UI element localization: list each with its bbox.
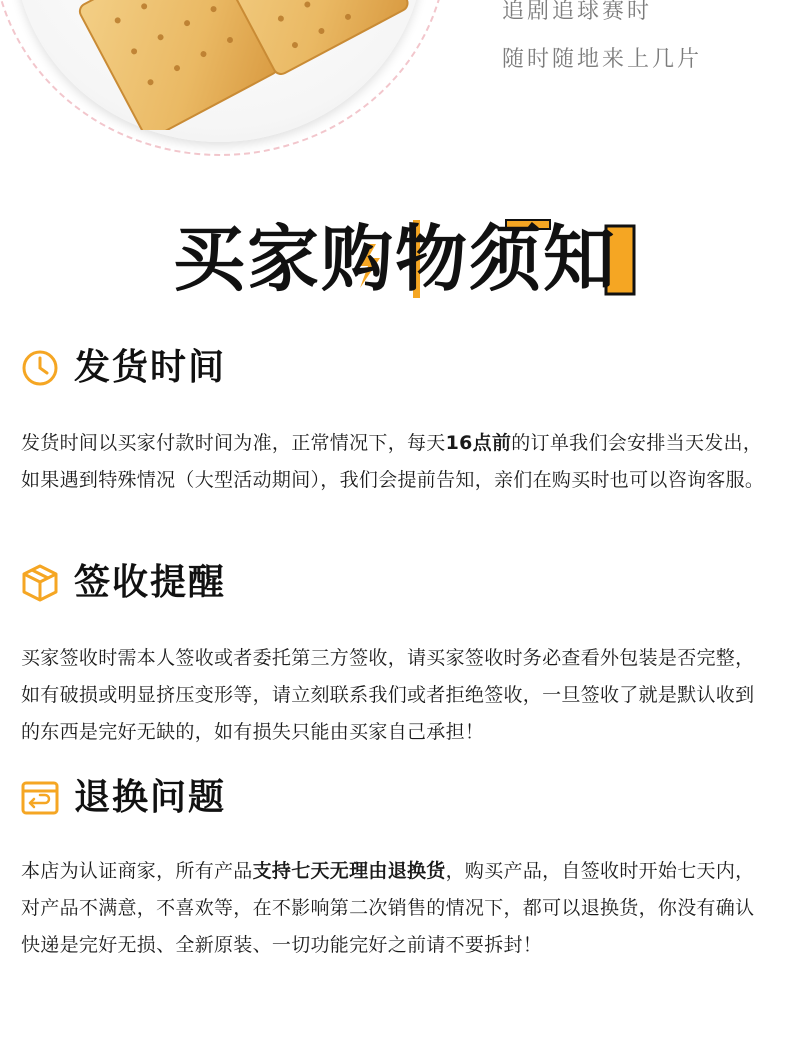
section-header-returns [20,774,226,822]
shipping-text-part: 发货时间以买家付款时间为准，正常情况下，每天 [21,432,446,454]
banner-line-2: 随时随地来上几片 [502,47,703,72]
section-title-receipt: 签收提醒 [74,562,227,603]
section-header-receipt [20,559,226,607]
package-box-icon [20,563,60,603]
page-title-block [0,214,790,304]
product-banner [0,0,790,170]
returns-text-part: 本店为认证商家，所有产品 [21,860,253,882]
section-text-returns [21,853,773,964]
page-title: 买家购物须知 [172,217,617,301]
return-icon [20,778,60,818]
section-text-shipping [21,425,773,499]
crackers-image [70,0,430,130]
section-title-shipping: 发货时间 [74,347,227,388]
returns-text-part: ，购买产品，自签收时开始七天内，对产品不满意，不喜欢等，在不影响第二次销售的情况下，都可以退换货，你没有确认快递是完好无损、全新原装、一切功能完好之前请不要拆封！ [21,860,755,956]
section-header-shipping [20,344,226,392]
shipping-text-highlight: 16点前 [445,432,512,454]
section-title-returns: 退换问题 [74,777,227,818]
shipping-text-part: 的订单我们会安排当天发出，如果遇到特殊情况（大型活动期间），我们会提前告知，亲们在购买时也可以咨询客服。 [21,432,765,491]
clock-icon [20,348,60,388]
returns-text-highlight: 支持七天无理由退换货 [252,860,446,882]
section-text-receipt: 买家签收时需本人签收或者委托第三方签收，请买家签收时务必查看外包装是否完整，如有破损或明显挤压变形等，请立刻联系我们或者拒绝签收，一旦签收了就是默认收到的东西是完好无缺的，如有损失只能由买家自己承担！ [21,647,755,743]
banner-line-1: 追剧追球赛时 [502,0,653,24]
